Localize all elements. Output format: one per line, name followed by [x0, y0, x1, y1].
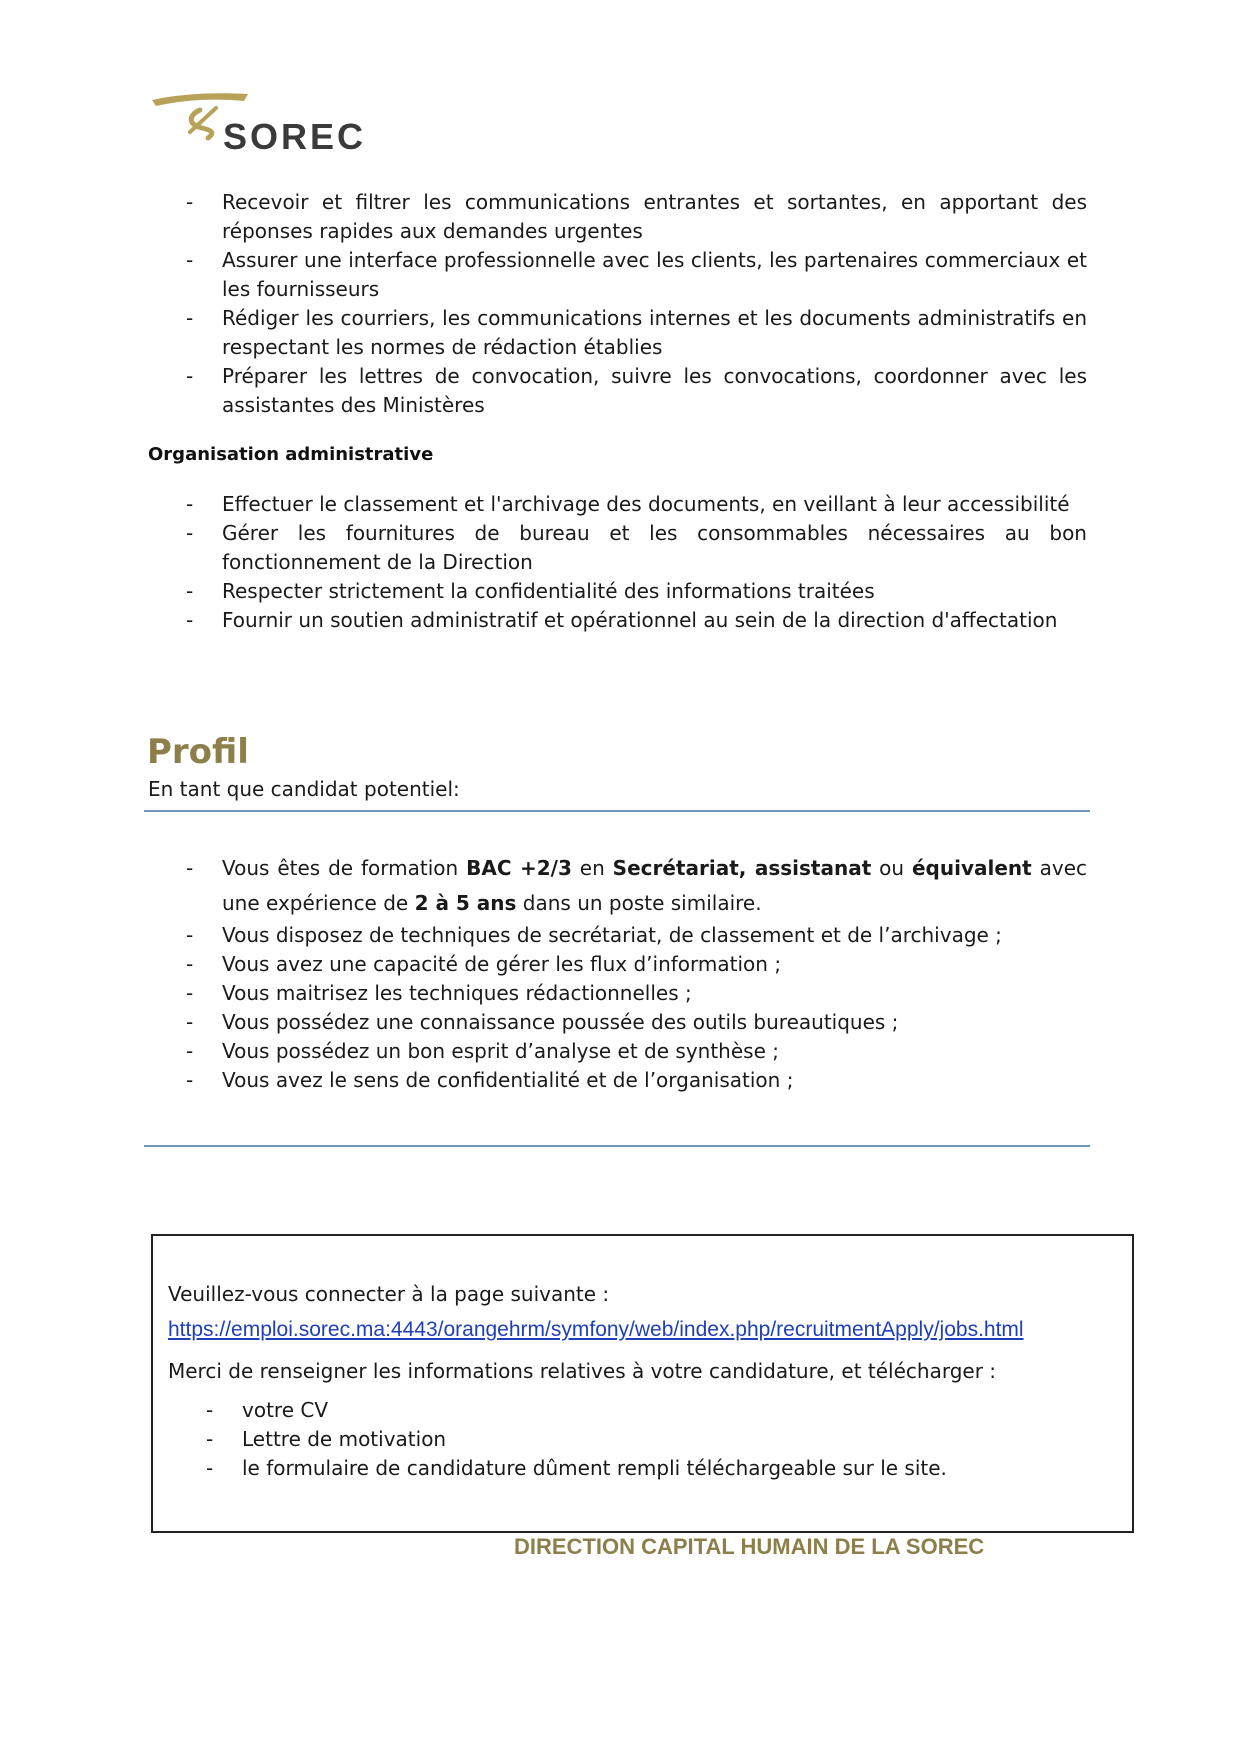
bold-run: Secrétariat, assistanat [612, 856, 872, 880]
divider [144, 810, 1090, 812]
logo-text: SOREC [223, 116, 367, 157]
text-run: Vous êtes de formation [222, 856, 467, 880]
list-item: - Assurer une interface professionnelle avec les clients, les partenaires commerciaux et les fournisseurs [148, 246, 1087, 304]
profil-list [148, 851, 1087, 1095]
sorec-logo [150, 88, 410, 158]
text-run: avec une expérience de [222, 856, 1088, 915]
list-item: - Vous possédez un bon esprit d’analyse et de synthèse ; [148, 1037, 1087, 1066]
bold-run: BAC +2/3 [466, 856, 572, 880]
list-item: - Rédiger les courriers, les communications internes et les documents administratifs en respectant les normes de rédaction établies [148, 304, 1087, 362]
text-run: ou [871, 856, 912, 880]
list-item: - Vous maitrisez les techniques rédactionnelles ; [148, 979, 1087, 1008]
apply-documents-list [168, 1396, 1068, 1483]
apply-link[interactable]: https://emploi.sorec.ma:4443/orangehrm/symfony/web/index.php/recruitmentApply/jobs.html [168, 1318, 1024, 1341]
text-run: dans un poste similaire. [516, 891, 762, 915]
list-item: - le formulaire de candidature dûment rempli téléchargeable sur le site. [168, 1454, 1068, 1483]
list-item: - Vous avez le sens de confidentialité et de l’organisation ; [148, 1066, 1087, 1095]
text-run: en [571, 856, 613, 880]
list-item: - Vous avez une capacité de gérer les flux d’information ; [148, 950, 1087, 979]
list-item: - Lettre de motivation [168, 1425, 1068, 1454]
profil-title: Profil [147, 732, 249, 772]
list-item: - Vous disposez de techniques de secrétariat, de classement et de l’archivage ; [148, 921, 1087, 950]
list-item: - votre CV [168, 1396, 1068, 1425]
profil-subtitle: En tant que candidat potentiel: [148, 777, 460, 801]
list-item [148, 851, 1087, 921]
apply-box [151, 1234, 1134, 1533]
organisation-list [148, 490, 1087, 635]
list-item: - Préparer les lettres de convocation, suivre les convocations, coordonner avec les assistantes des Ministères [148, 362, 1087, 420]
list-item: - Respecter strictement la confidentialité des informations traitées [148, 577, 1087, 606]
section-heading-organisation: Organisation administrative [148, 444, 434, 465]
bold-run: 2 à 5 ans [414, 891, 517, 915]
list-item: - Fournir un soutien administratif et opérationnel au sein de la direction d'affectation [148, 606, 1087, 635]
divider [144, 1145, 1090, 1147]
bold-run: équivalent [911, 856, 1032, 880]
communication-list [148, 188, 1087, 420]
apply-instructions: Merci de renseigner les informations relatives à votre candidature, et télécharger : [168, 1359, 997, 1383]
list-item: - Gérer les fournitures de bureau et les consommables nécessaires au bon fonctionnement de la Direction [148, 519, 1087, 577]
list-item: - Vous possédez une connaissance poussée des outils bureautiques ; [148, 1008, 1087, 1037]
apply-intro: Veuillez-vous connecter à la page suivante : [168, 1282, 610, 1306]
list-item: - Recevoir et filtrer les communications entrantes et sortantes, en apportant des réponses rapides aux demandes urgentes [148, 188, 1087, 246]
list-item: - Effectuer le classement et l'archivage des documents, en veillant à leur accessibilité [148, 490, 1087, 519]
footer-signature: DIRECTION CAPITAL HUMAIN DE LA SOREC [514, 1534, 985, 1559]
